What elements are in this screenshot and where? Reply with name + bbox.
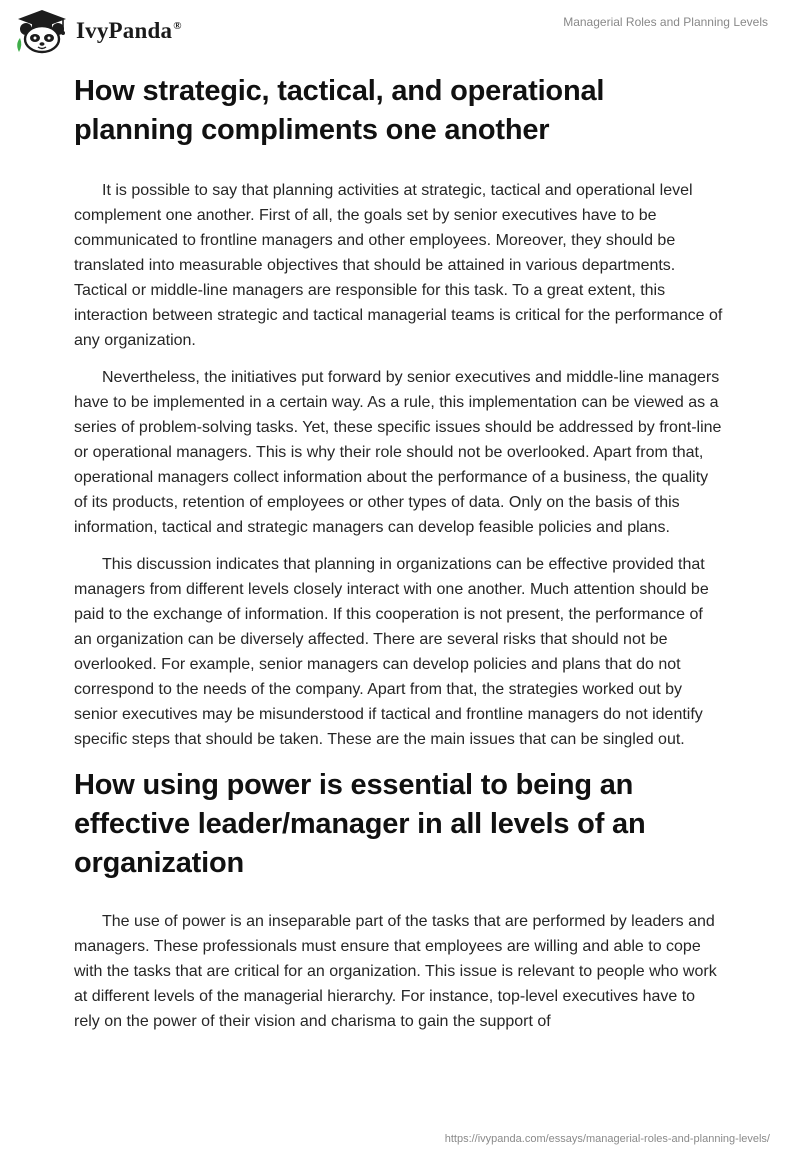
document-title: Managerial Roles and Planning Levels <box>563 15 768 29</box>
registered-mark: ® <box>173 20 182 33</box>
paragraph: The use of power is an inseparable part of the tasks that are performed by leaders and managers. These professionals must ensure that employees are willing and able to cope with the tasks that are critical for an organization. This issue is relevant to people who work at different levels of the managerial hierarchy. For instance, top-level executives have to rely on the power of their vision and charisma to gain the support of <box>74 913 717 1030</box>
paragraph: It is possible to say that planning activities at strategic, tactical and operational level complement one another. First of all, the goals set by senior executives have to be communicated to frontline managers and other employees. Moreover, they should be translated into measurable objectives that should be attained in various departments. Tactical or middle-line managers are responsible for this task. To a great extent, this interaction between strategic and tactical managerial teams is critical for the performance of any organization. <box>74 182 723 349</box>
paragraph: Nevertheless, the initiatives put forward by senior executives and middle-line managers have to be implemented in a certain way. As a rule, this implementation can be viewed as a series of problem-solving tasks. Yet, these specific issues should be addressed by front-line or operational managers. This is why their role should not be overlooked. Apart from that, operational managers collect information about the performance of a business, the quality of its products, retention of employees or other types of data. Only on the basis of this information, tactical and strategic managers can develop feasible policies and plans. <box>74 369 722 536</box>
logo-wordmark: IvyPanda® <box>76 18 182 43</box>
ivypanda-logo[interactable] <box>14 8 182 54</box>
paragraph: This discussion indicates that planning in organizations can be effective provided that managers from different levels closely interact with one another. Much attention should be paid to the exchange of information. If this cooperation is not present, the performance of an organization can be diversely affected. There are several risks that should not be overlooked. For example, senior managers can develop policies and plans that do not correspond to the needs of the company. Apart from that, the strategies worked out by senior executives may be misunderstood if tactical and frontline managers do not identify specific steps that should be taken. These are the main issues that can be singled out. <box>74 556 709 748</box>
panda-graduate-icon <box>14 8 70 54</box>
section-heading: How using power is essential to being an effective leader/manager in all levels of an organization <box>74 769 646 879</box>
footer-url[interactable]: https://ivypanda.com/essays/managerial-roles-and-planning-levels/ <box>444 1133 770 1145</box>
article-body <box>74 72 724 1046</box>
page-header <box>0 0 800 60</box>
section-heading: How strategic, tactical, and operational planning compliments one another <box>74 75 605 146</box>
